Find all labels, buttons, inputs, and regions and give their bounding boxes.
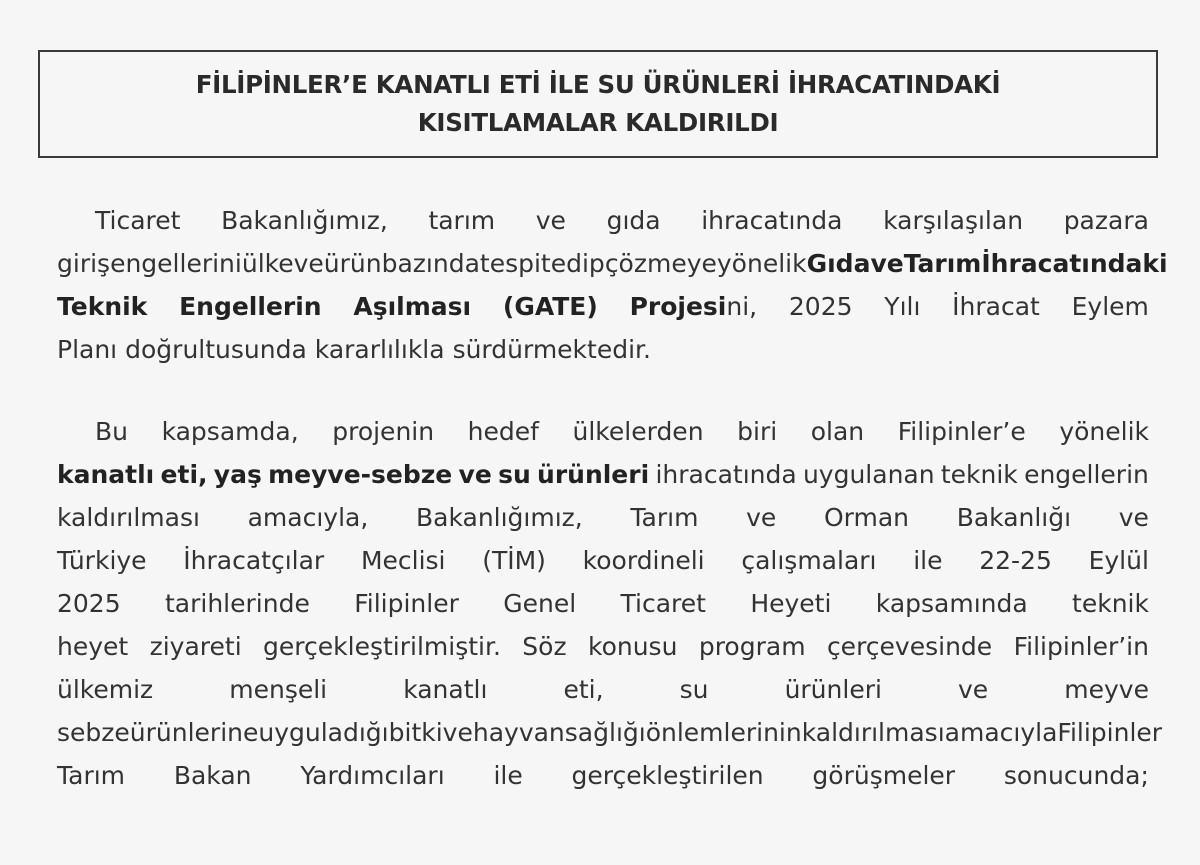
word: tespit — [479, 249, 551, 278]
paragraph-line — [57, 625, 1149, 668]
word: hayvan — [472, 718, 565, 747]
word: Eylül — [1088, 546, 1149, 575]
word: engellerin — [1024, 460, 1149, 489]
word: çözmeye — [604, 249, 717, 278]
word: ve — [958, 675, 989, 704]
word: kapsamında — [875, 589, 1028, 618]
word: Gıda — [806, 249, 871, 278]
word: 2025 — [57, 589, 121, 618]
word: Ticaret — [620, 589, 706, 618]
word: projenin — [332, 417, 435, 446]
word: ve — [293, 249, 324, 278]
word: engellerini — [110, 249, 242, 278]
paragraph-line — [57, 453, 1149, 496]
word: (GATE) — [502, 292, 598, 321]
word: Orman — [823, 503, 910, 532]
word: edip — [550, 249, 605, 278]
word: Planı — [57, 335, 118, 364]
word: tarım — [428, 206, 496, 235]
word: ve — [535, 206, 566, 235]
word: Meclisi — [360, 546, 446, 575]
word: meyve-sebze — [268, 460, 453, 489]
word: uyguladığı — [258, 718, 389, 747]
paragraph-line — [57, 539, 1149, 582]
word: kanatlı — [403, 675, 488, 704]
title-box — [38, 50, 1158, 158]
word: olan — [810, 417, 865, 446]
word: amacıyla, — [247, 503, 369, 532]
word: ürün — [323, 249, 382, 278]
word: teknik — [1072, 589, 1149, 618]
word: kanatlı — [57, 460, 155, 489]
word: Bu — [95, 417, 128, 446]
word: tarihlerinde — [164, 589, 310, 618]
word: Tarım — [903, 249, 982, 278]
word: Filipinler — [354, 589, 459, 618]
paragraph-line — [57, 668, 1149, 711]
paragraph-line — [57, 711, 1163, 754]
word: ve — [442, 718, 473, 747]
paragraph-line — [57, 242, 1168, 285]
word: ülkelerden — [572, 417, 704, 446]
word: İhracat — [952, 292, 1040, 321]
word: kaldırılması — [57, 503, 200, 532]
word: gıda — [606, 206, 661, 235]
word: yönelik — [1059, 417, 1149, 446]
word: Bakanlığımız, — [221, 206, 388, 235]
word: su — [679, 675, 709, 704]
paragraph-line — [57, 582, 1149, 625]
word: Türkiye — [57, 546, 147, 575]
word: kaldırılması — [801, 718, 945, 747]
word: Engellerin — [179, 292, 322, 321]
word: (TİM) — [482, 546, 546, 575]
word: ziyareti — [149, 632, 242, 661]
word: Aşılması — [353, 292, 472, 321]
word: program — [698, 632, 806, 661]
word: sağlığı — [564, 718, 646, 747]
word: hedef — [467, 417, 539, 446]
word: bazında — [381, 249, 480, 278]
word: ihracatında — [655, 460, 797, 489]
word: meyve — [1064, 675, 1149, 704]
word: sebze — [57, 718, 130, 747]
word: İhracatındaki — [981, 249, 1168, 278]
paragraph-line — [57, 285, 1149, 328]
word: ile — [913, 546, 943, 575]
word: teknik — [940, 460, 1018, 489]
word: çerçevesinde — [826, 632, 993, 661]
word: ve — [870, 249, 904, 278]
word: Tarım — [630, 503, 699, 532]
word: Bakan — [173, 761, 252, 790]
word: Heyeti — [750, 589, 832, 618]
title-line-1: FİLİPİNLER’E KANATLI ETİ İLE SU ÜRÜNLERİ İHRACATINDAKİ — [195, 70, 1001, 99]
word: yaş — [213, 460, 262, 489]
word: ürünleri — [537, 460, 650, 489]
word: 22-25 — [979, 546, 1052, 575]
word: Eylem — [1071, 292, 1149, 321]
word: ihracatında — [701, 206, 843, 235]
word: Bakanlığı — [956, 503, 1072, 532]
word: yönelik — [716, 249, 807, 278]
word: gerçekleştirilen — [571, 761, 764, 790]
word: Tarım — [57, 761, 126, 790]
word: su — [498, 460, 531, 489]
word: Filipinler’e — [897, 417, 1026, 446]
word: karşılaşılan — [883, 206, 1024, 235]
word: ve — [1118, 503, 1149, 532]
word: kararlılıkla — [314, 335, 445, 364]
word: İhracatçılar — [183, 546, 325, 575]
word: heyet — [57, 632, 129, 661]
word: ve — [746, 503, 777, 532]
word: çalışmaları — [741, 546, 877, 575]
word: konusu — [587, 632, 678, 661]
word: Yardımcıları — [300, 761, 445, 790]
word: görüşmeler — [812, 761, 956, 790]
paragraph-line — [57, 328, 1149, 371]
word: sürdürmektedir. — [452, 335, 651, 364]
word: Bakanlığımız, — [415, 503, 583, 532]
paragraph-line — [57, 199, 1149, 242]
word: giriş — [57, 249, 111, 278]
paragraph-line — [57, 754, 1149, 797]
word: Söz — [522, 632, 567, 661]
word: gerçekleştirilmiştir. — [263, 632, 501, 661]
paragraph-line — [57, 410, 1149, 453]
word: amacıyla — [944, 718, 1058, 747]
word: ve — [458, 460, 492, 489]
word: eti, — [563, 675, 604, 704]
word: Filipinler’in — [1013, 632, 1149, 661]
word: ile — [493, 761, 523, 790]
word: Yılı — [884, 292, 921, 321]
word: Filipinler — [1057, 718, 1163, 747]
word: 2025 — [788, 292, 853, 321]
paragraph-line — [57, 797, 1149, 840]
word: eti, — [160, 460, 208, 489]
paragraph-line — [57, 496, 1149, 539]
word: ürünlerine — [129, 718, 259, 747]
paragraph-2 — [57, 410, 1163, 840]
word: bitki — [388, 718, 443, 747]
word: Projesini, — [629, 292, 758, 321]
word: menşeli — [229, 675, 328, 704]
word: koordineli — [582, 546, 705, 575]
word: biri — [737, 417, 778, 446]
word: Teknik — [57, 292, 148, 321]
word: Ticaret — [95, 206, 181, 235]
word: sonucunda; — [1003, 761, 1149, 790]
paragraph-1 — [57, 199, 1168, 371]
word: önlemlerinin — [645, 718, 802, 747]
word: ülke — [241, 249, 294, 278]
word: pazara — [1063, 206, 1149, 235]
word: ürünleri — [784, 675, 882, 704]
word: doğrultusunda — [125, 335, 307, 364]
word: Genel — [503, 589, 577, 618]
title-line-2: KISITLAMALAR KALDIRILDI — [417, 108, 779, 137]
word: kapsamda, — [161, 417, 299, 446]
word: uygulanan — [802, 460, 935, 489]
word: ülkemiz — [57, 675, 154, 704]
